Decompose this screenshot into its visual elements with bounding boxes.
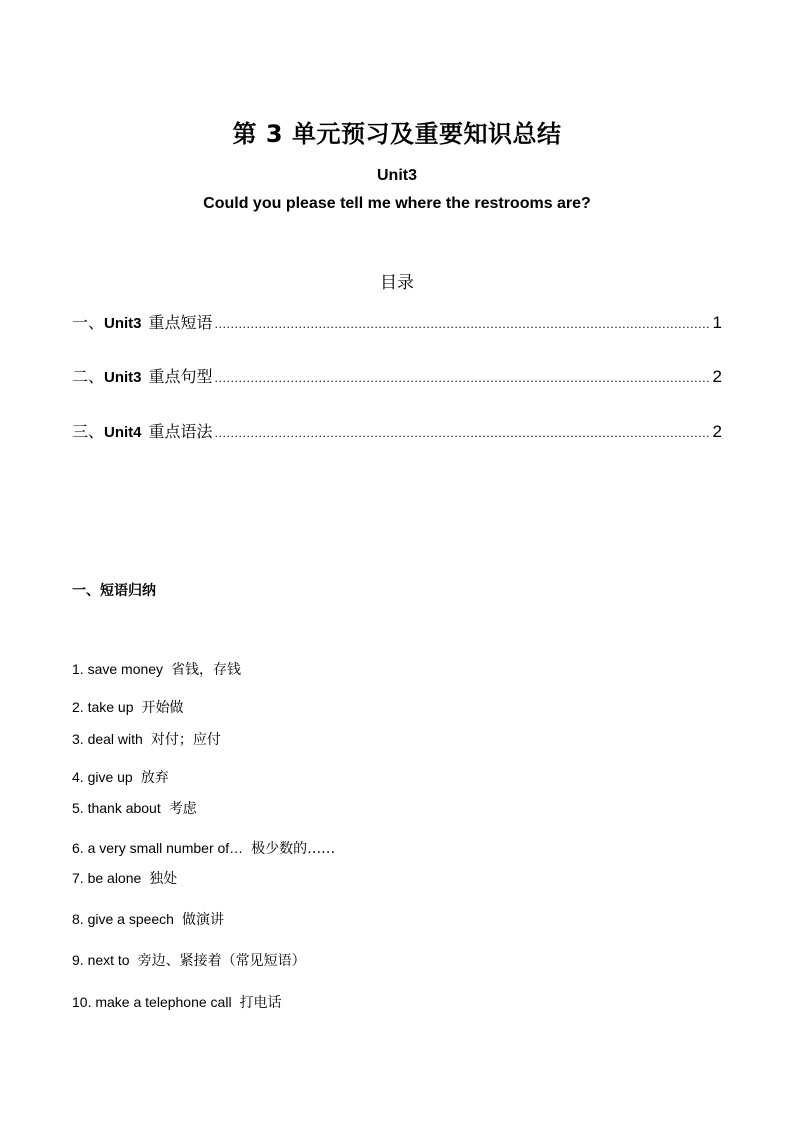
toc-entry[interactable]: [72, 364, 722, 386]
phrase-chinese: 放弃: [140, 770, 169, 786]
phrase-chinese: 极少数的……: [251, 841, 336, 857]
phrase-english: 2. take up: [72, 699, 134, 715]
toc-entry-number: 一、: [72, 313, 105, 332]
toc-entry[interactable]: [72, 310, 722, 332]
toc-entry-page: 1: [712, 313, 722, 332]
toc-entry-unit: Unit3: [104, 369, 142, 386]
phrase-chinese: 省钱，存钱: [171, 662, 242, 678]
phrase-item: [72, 697, 184, 717]
unit-subtitle: Could you please tell me where the restrooms are?: [203, 195, 591, 212]
phrase-english: 4. give up: [72, 769, 133, 785]
phrase-item: [72, 798, 197, 818]
phrase-english: 3. deal with: [72, 731, 143, 747]
phrase-item: [72, 767, 169, 787]
document-title: 第 3 单元预习及重要知识总结: [232, 120, 562, 148]
phrase-english: 7. be alone: [72, 870, 142, 886]
phrase-chinese: 打电话: [239, 995, 282, 1011]
phrase-item: [72, 868, 177, 888]
phrase-english: 6. a very small number of…: [72, 840, 244, 856]
phrase-chinese: 考虑: [168, 801, 197, 817]
toc-entry-page: 2: [712, 422, 722, 441]
toc-entry-text: 重点短语: [148, 313, 213, 332]
toc-entry-number: 二、: [72, 367, 105, 386]
phrase-item: [72, 729, 221, 749]
toc-entry-text: 重点句型: [148, 367, 213, 386]
toc-entry-number: 三、: [72, 422, 105, 441]
toc-heading: 目录: [380, 273, 414, 293]
toc-dot-leader: [215, 318, 711, 331]
toc-dot-leader: [215, 427, 711, 440]
phrase-english: 8. give a speech: [72, 911, 174, 927]
toc-entry-unit: Unit4: [104, 424, 142, 441]
phrase-item: [72, 992, 282, 1012]
toc-entry-page: 2: [712, 367, 722, 386]
toc-dot-leader: [215, 372, 711, 385]
section-heading: 一、短语归纳: [72, 583, 156, 599]
phrase-item: [72, 838, 335, 858]
phrase-chinese: 独处: [149, 871, 178, 887]
phrase-item: [72, 950, 306, 970]
phrase-chinese: 开始做: [141, 700, 184, 716]
phrase-chinese: 做演讲: [181, 912, 224, 928]
phrase-chinese: 对付；应付: [150, 732, 221, 748]
toc-entry[interactable]: [72, 419, 722, 441]
phrase-chinese: 旁边、紧接着（常见短语）: [137, 953, 306, 969]
phrase-item: [72, 909, 224, 929]
phrase-english: 10. make a telephone call: [72, 994, 232, 1010]
phrase-item: [72, 659, 241, 679]
phrase-english: 5. thank about: [72, 800, 161, 816]
phrase-english: 9. next to: [72, 952, 130, 968]
phrase-english: 1. save money: [72, 661, 164, 677]
unit-label: Unit3: [377, 167, 417, 184]
toc-entry-text: 重点语法: [148, 422, 213, 441]
toc-entry-unit: Unit3: [104, 315, 142, 332]
